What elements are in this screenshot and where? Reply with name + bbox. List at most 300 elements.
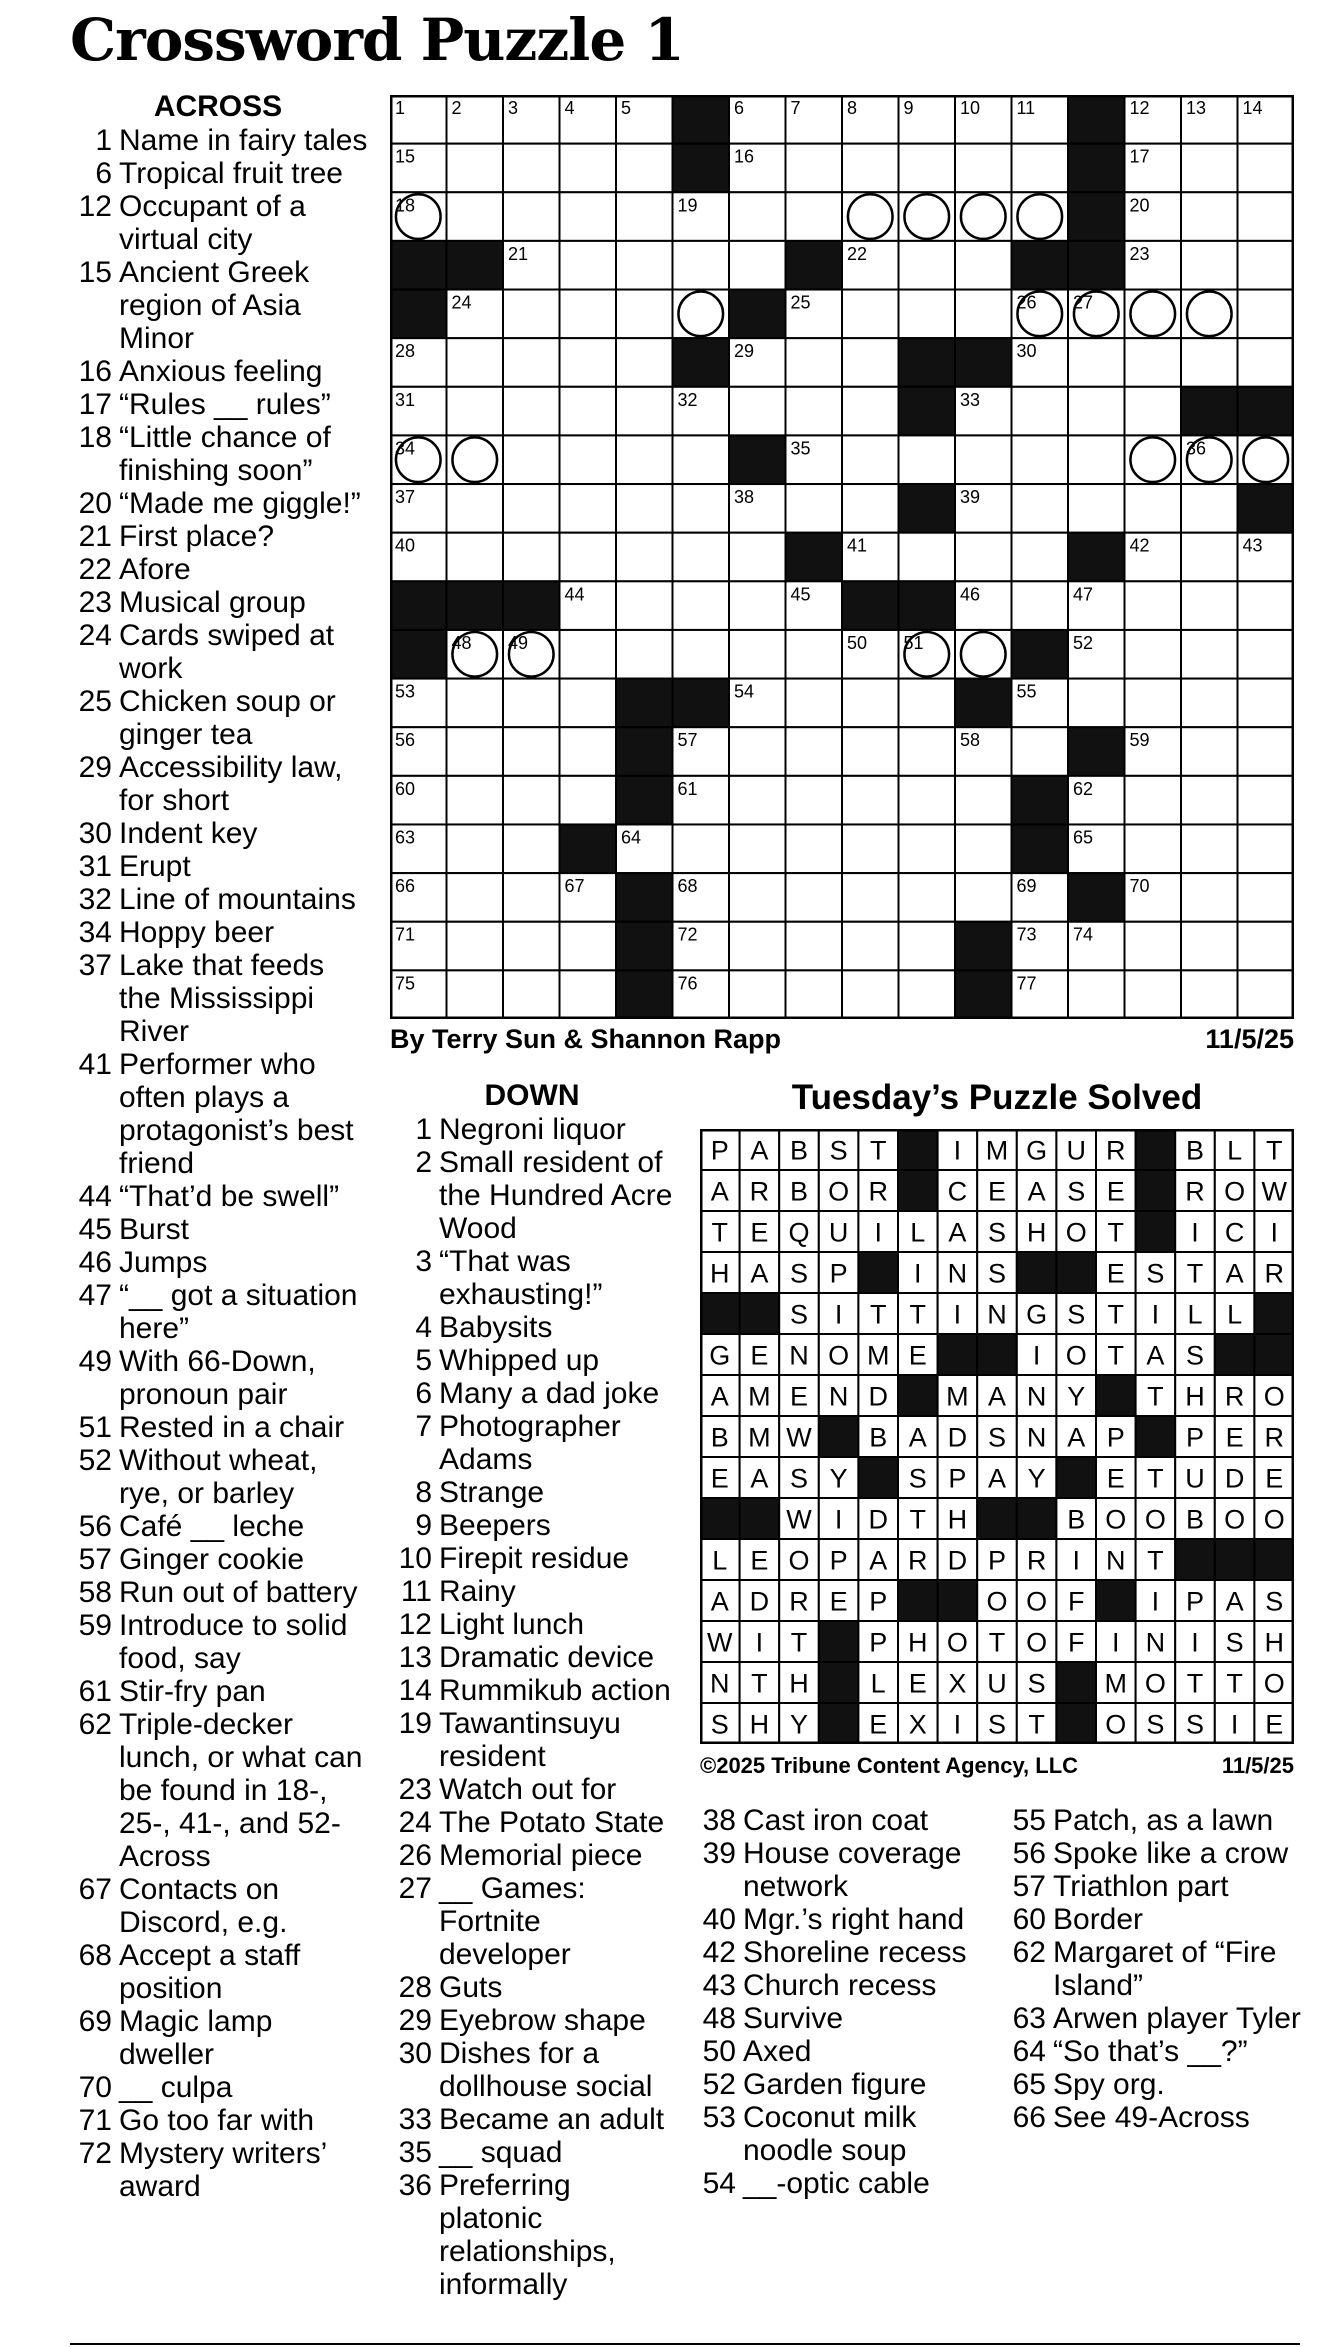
grid-cell[interactable]: [729, 338, 786, 387]
grid-cell[interactable]: [616, 338, 673, 387]
grid-cell[interactable]: [729, 776, 786, 825]
grid-cell[interactable]: [1238, 581, 1295, 630]
grid-cell[interactable]: [1012, 435, 1069, 484]
grid-cell[interactable]: [390, 873, 447, 922]
grid-cell[interactable]: [1068, 776, 1125, 825]
grid-cell[interactable]: [503, 290, 560, 339]
grid-cell[interactable]: [1238, 435, 1295, 484]
grid-cell[interactable]: [616, 533, 673, 582]
grid-cell[interactable]: [503, 241, 560, 290]
solved-cell: [1215, 1129, 1255, 1170]
grid-cell[interactable]: [1181, 873, 1238, 922]
grid-cell[interactable]: [955, 727, 1012, 776]
grid-cell[interactable]: [729, 970, 786, 1019]
grid-cell[interactable]: [616, 95, 673, 144]
grid-cell[interactable]: [390, 435, 447, 484]
grid-cell[interactable]: [390, 922, 447, 971]
grid-cell[interactable]: [616, 192, 673, 241]
grid-cell[interactable]: [842, 679, 899, 728]
clue: [68, 817, 368, 850]
grid-cell[interactable]: [899, 192, 956, 241]
grid-cell[interactable]: [1125, 727, 1182, 776]
grid-cell[interactable]: [786, 192, 843, 241]
solved-cell: [1096, 1416, 1136, 1457]
grid-cell[interactable]: [729, 679, 786, 728]
grid-cell[interactable]: [503, 192, 560, 241]
solved-letter: N: [828, 1381, 849, 1412]
grid-cell[interactable]: [1125, 970, 1182, 1019]
grid-cell[interactable]: [560, 873, 617, 922]
grid-cell[interactable]: [503, 824, 560, 873]
grid-cell[interactable]: [786, 581, 843, 630]
solved-letter: Y: [829, 1463, 848, 1494]
solved-letter: E: [908, 1668, 927, 1699]
grid-cell[interactable]: [1125, 533, 1182, 582]
grid-cell[interactable]: [729, 727, 786, 776]
grid-cell[interactable]: [503, 95, 560, 144]
grid-cell[interactable]: [390, 95, 447, 144]
crossword-grid[interactable]: [390, 95, 1294, 1019]
grid-cell[interactable]: [899, 241, 956, 290]
grid-cell[interactable]: [503, 338, 560, 387]
grid-cell[interactable]: [673, 290, 730, 339]
grid-cell[interactable]: [560, 679, 617, 728]
grid-cell[interactable]: [560, 192, 617, 241]
grid-cell[interactable]: [1012, 873, 1069, 922]
grid-cell[interactable]: [899, 144, 956, 193]
grid-cell[interactable]: [616, 581, 673, 630]
down-clues-continued-1: [692, 1804, 992, 2200]
grid-cell[interactable]: [447, 776, 504, 825]
grid-cell[interactable]: [729, 533, 786, 582]
grid-cell[interactable]: [842, 533, 899, 582]
grid-cell[interactable]: [786, 970, 843, 1019]
solved-cell: [977, 1457, 1017, 1498]
grid-cell[interactable]: [729, 630, 786, 679]
clue-text: Magic lamp dweller: [119, 2005, 273, 2071]
grid-cell[interactable]: [955, 776, 1012, 825]
clue-text: “That’d be swell”: [119, 1180, 340, 1213]
clue: [388, 1839, 676, 1872]
grid-cell[interactable]: [1125, 387, 1182, 436]
grid-cell[interactable]: [1238, 290, 1295, 339]
grid-cell[interactable]: [1068, 679, 1125, 728]
black-square: [1068, 727, 1125, 776]
grid-cell[interactable]: [1181, 970, 1238, 1019]
clue: [68, 2005, 368, 2071]
solved-cell: [1017, 1416, 1057, 1457]
solved-letter: E: [987, 1176, 1007, 1207]
grid-cell[interactable]: [1238, 533, 1295, 582]
solved-cell: [898, 1498, 938, 1539]
grid-cell[interactable]: [503, 144, 560, 193]
grid-cell[interactable]: [729, 95, 786, 144]
grid-cell[interactable]: [673, 922, 730, 971]
clue-number: 64: [1012, 2035, 1046, 2068]
grid-cell[interactable]: [390, 970, 447, 1019]
grid-cell[interactable]: [842, 970, 899, 1019]
grid-cell[interactable]: [673, 970, 730, 1019]
grid-cell[interactable]: [955, 824, 1012, 873]
grid-cell[interactable]: [447, 435, 504, 484]
grid-cell[interactable]: [390, 776, 447, 825]
grid-cell[interactable]: [673, 776, 730, 825]
clue: [68, 1279, 368, 1345]
grid-cell[interactable]: [447, 290, 504, 339]
grid-cell[interactable]: [955, 241, 1012, 290]
solved-cell: [700, 1703, 740, 1744]
grid-cell[interactable]: [390, 192, 447, 241]
grid-cell[interactable]: [560, 290, 617, 339]
grid-cell[interactable]: [503, 873, 560, 922]
grid-cell[interactable]: [1181, 679, 1238, 728]
grid-cell[interactable]: [1012, 581, 1069, 630]
grid-cell[interactable]: [1238, 192, 1295, 241]
grid-cell[interactable]: [1068, 630, 1125, 679]
grid-cell[interactable]: [447, 970, 504, 1019]
cell-number: 73: [1016, 924, 1037, 945]
grid-cell[interactable]: [560, 970, 617, 1019]
grid-cell[interactable]: [1068, 338, 1125, 387]
grid-cell[interactable]: [1181, 922, 1238, 971]
grid-cell[interactable]: [786, 776, 843, 825]
grid-cell[interactable]: [1238, 922, 1295, 971]
grid-cell[interactable]: [842, 922, 899, 971]
grid-cell[interactable]: [503, 387, 560, 436]
grid-cell[interactable]: [1125, 922, 1182, 971]
grid-cell[interactable]: [1181, 533, 1238, 582]
grid-cell[interactable]: [842, 727, 899, 776]
grid-cell[interactable]: [786, 484, 843, 533]
grid-cell[interactable]: [1238, 144, 1295, 193]
grid-cell[interactable]: [955, 192, 1012, 241]
grid-cell[interactable]: [1012, 290, 1069, 339]
grid-cell[interactable]: [447, 387, 504, 436]
grid-cell[interactable]: [503, 922, 560, 971]
cell-number: 26: [1016, 292, 1037, 313]
black-square: [390, 241, 447, 290]
grid-cell[interactable]: [1181, 95, 1238, 144]
grid-cell[interactable]: [955, 144, 1012, 193]
grid-cell[interactable]: [842, 144, 899, 193]
grid-cell[interactable]: [1181, 484, 1238, 533]
grid-cell[interactable]: [447, 533, 504, 582]
grid-cell[interactable]: [1125, 338, 1182, 387]
grid-cell[interactable]: [390, 533, 447, 582]
grid-cell[interactable]: [842, 435, 899, 484]
grid-cell[interactable]: [560, 776, 617, 825]
grid-cell[interactable]: [560, 95, 617, 144]
grid-cell[interactable]: [899, 290, 956, 339]
grid-cell[interactable]: [1068, 922, 1125, 971]
grid-cell[interactable]: [1012, 727, 1069, 776]
grid-cell[interactable]: [842, 95, 899, 144]
grid-cell[interactable]: [447, 144, 504, 193]
grid-cell[interactable]: [560, 533, 617, 582]
grid-cell[interactable]: [1238, 679, 1295, 728]
grid-cell[interactable]: [842, 873, 899, 922]
grid-cell[interactable]: [616, 144, 673, 193]
grid-cell[interactable]: [560, 581, 617, 630]
grid-cell[interactable]: [616, 387, 673, 436]
grid-cell[interactable]: [729, 387, 786, 436]
grid-cell[interactable]: [1238, 727, 1295, 776]
grid-cell[interactable]: [1125, 630, 1182, 679]
grid-cell[interactable]: [1125, 192, 1182, 241]
grid-cell[interactable]: [899, 679, 956, 728]
grid-cell[interactable]: [1068, 970, 1125, 1019]
grid-cell[interactable]: [390, 484, 447, 533]
grid-cell[interactable]: [1012, 95, 1069, 144]
grid-cell[interactable]: [729, 192, 786, 241]
cell-number: 10: [960, 98, 981, 118]
solved-letter: E: [1265, 1709, 1284, 1740]
grid-cell[interactable]: [955, 533, 1012, 582]
grid-cell[interactable]: [560, 727, 617, 776]
grid-cell[interactable]: [786, 338, 843, 387]
grid-cell[interactable]: [786, 95, 843, 144]
solved-letter: S: [1225, 1627, 1244, 1658]
grid-cell[interactable]: [729, 922, 786, 971]
grid-cell[interactable]: [1181, 776, 1238, 825]
solved-cell: [1056, 1621, 1096, 1662]
grid-cell[interactable]: [1012, 144, 1069, 193]
grid-cell[interactable]: [1125, 290, 1182, 339]
clue: [68, 1675, 368, 1708]
grid-cell[interactable]: [447, 873, 504, 922]
grid-cell[interactable]: [673, 630, 730, 679]
grid-cell[interactable]: [1125, 95, 1182, 144]
grid-cell[interactable]: [842, 776, 899, 825]
grid-cell[interactable]: [503, 533, 560, 582]
grid-cell[interactable]: [899, 533, 956, 582]
grid-cell[interactable]: [1012, 922, 1069, 971]
clue: [68, 1213, 368, 1246]
grid-cell[interactable]: [1181, 241, 1238, 290]
grid-cell[interactable]: [786, 630, 843, 679]
grid-cell[interactable]: [899, 873, 956, 922]
grid-cell[interactable]: [447, 338, 504, 387]
grid-cell[interactable]: [1238, 241, 1295, 290]
grid-cell[interactable]: [842, 241, 899, 290]
grid-cell[interactable]: [1181, 144, 1238, 193]
grid-cell[interactable]: [673, 435, 730, 484]
grid-cell[interactable]: [786, 679, 843, 728]
grid-cell[interactable]: [842, 290, 899, 339]
grid-cell[interactable]: [503, 970, 560, 1019]
grid-cell[interactable]: [1068, 484, 1125, 533]
grid-cell[interactable]: [447, 630, 504, 679]
grid-cell[interactable]: [673, 241, 730, 290]
grid-cell[interactable]: [673, 581, 730, 630]
clue-text: Axed: [743, 2035, 812, 2068]
clue-text: Rummikub action: [439, 1674, 671, 1707]
grid-cell[interactable]: [1012, 192, 1069, 241]
grid-cell[interactable]: [560, 922, 617, 971]
grid-cell[interactable]: [673, 192, 730, 241]
grid-cell[interactable]: [1238, 776, 1295, 825]
grid-cell[interactable]: [503, 727, 560, 776]
grid-cell[interactable]: [899, 922, 956, 971]
clue-number: 4: [415, 1311, 432, 1344]
grid-cell[interactable]: [390, 679, 447, 728]
grid-cell[interactable]: [955, 387, 1012, 436]
grid-cell[interactable]: [1012, 387, 1069, 436]
grid-cell[interactable]: [616, 241, 673, 290]
grid-cell[interactable]: [786, 873, 843, 922]
grid-cell[interactable]: [729, 484, 786, 533]
grid-cell[interactable]: [503, 776, 560, 825]
clue-number: 43: [702, 1969, 736, 2002]
grid-cell[interactable]: [899, 95, 956, 144]
grid-cell[interactable]: [447, 192, 504, 241]
solved-cell: [1136, 1293, 1176, 1334]
grid-cell[interactable]: [1125, 581, 1182, 630]
grid-cell[interactable]: [503, 435, 560, 484]
grid-cell[interactable]: [1125, 144, 1182, 193]
grid-cell[interactable]: [1125, 873, 1182, 922]
grid-cell[interactable]: [616, 484, 673, 533]
cell-number: 53: [395, 681, 416, 702]
grid-cell[interactable]: [673, 873, 730, 922]
grid-cell[interactable]: [1125, 435, 1182, 484]
clue-number: 17: [78, 388, 112, 421]
grid-cell[interactable]: [1181, 290, 1238, 339]
grid-cell[interactable]: [1181, 581, 1238, 630]
grid-cell[interactable]: [729, 144, 786, 193]
grid-cell[interactable]: [390, 144, 447, 193]
grid-cell[interactable]: [1181, 727, 1238, 776]
grid-cell[interactable]: [899, 727, 956, 776]
grid-cell[interactable]: [560, 630, 617, 679]
grid-cell[interactable]: [673, 387, 730, 436]
grid-cell[interactable]: [1181, 435, 1238, 484]
grid-cell[interactable]: [560, 338, 617, 387]
solved-letter: T: [1147, 1463, 1164, 1494]
grid-cell[interactable]: [390, 727, 447, 776]
grid-cell[interactable]: [842, 338, 899, 387]
grid-cell[interactable]: [899, 435, 956, 484]
grid-cell[interactable]: [1125, 484, 1182, 533]
solved-black-square: [1136, 1416, 1176, 1457]
grid-cell[interactable]: [447, 95, 504, 144]
grid-cell[interactable]: [1068, 435, 1125, 484]
clue-text: Watch out for: [439, 1773, 617, 1806]
grid-cell[interactable]: [673, 484, 730, 533]
grid-cell[interactable]: [673, 727, 730, 776]
grid-cell[interactable]: [1181, 338, 1238, 387]
grid-cell[interactable]: [390, 387, 447, 436]
grid-cell[interactable]: [503, 484, 560, 533]
grid-cell[interactable]: [955, 630, 1012, 679]
grid-cell[interactable]: [955, 873, 1012, 922]
grid-cell[interactable]: [842, 824, 899, 873]
grid-cell[interactable]: [1238, 630, 1295, 679]
grid-cell[interactable]: [616, 290, 673, 339]
grid-cell[interactable]: [1012, 679, 1069, 728]
grid-cell[interactable]: [447, 922, 504, 971]
grid-cell[interactable]: [1238, 95, 1295, 144]
grid-cell[interactable]: [560, 144, 617, 193]
grid-cell[interactable]: [1012, 338, 1069, 387]
grid-cell[interactable]: [1181, 630, 1238, 679]
grid-cell[interactable]: [729, 241, 786, 290]
grid-cell[interactable]: [1238, 824, 1295, 873]
grid-cell[interactable]: [786, 922, 843, 971]
grid-cell[interactable]: [1125, 824, 1182, 873]
grid-cell[interactable]: [447, 484, 504, 533]
grid-cell[interactable]: [1068, 581, 1125, 630]
grid-cell[interactable]: [560, 387, 617, 436]
grid-cell[interactable]: [1238, 970, 1295, 1019]
grid-cell[interactable]: [447, 679, 504, 728]
grid-cell[interactable]: [786, 387, 843, 436]
grid-cell[interactable]: [447, 824, 504, 873]
grid-cell[interactable]: [560, 435, 617, 484]
grid-cell[interactable]: [955, 290, 1012, 339]
grid-cell[interactable]: [842, 630, 899, 679]
grid-cell[interactable]: [899, 824, 956, 873]
grid-cell[interactable]: [560, 241, 617, 290]
grid-cell[interactable]: [673, 533, 730, 582]
grid-cell[interactable]: [1012, 970, 1069, 1019]
grid-cell[interactable]: [955, 435, 1012, 484]
grid-cell[interactable]: [1125, 776, 1182, 825]
grid-cell[interactable]: [616, 435, 673, 484]
grid-cell[interactable]: [1181, 824, 1238, 873]
grid-cell[interactable]: [842, 387, 899, 436]
grid-cell[interactable]: [786, 290, 843, 339]
grid-cell[interactable]: [786, 727, 843, 776]
grid-cell[interactable]: [842, 192, 899, 241]
grid-cell[interactable]: [560, 484, 617, 533]
grid-cell[interactable]: [842, 484, 899, 533]
solved-cell: [1215, 1211, 1255, 1252]
grid-cell[interactable]: [673, 824, 730, 873]
grid-cell[interactable]: [390, 824, 447, 873]
grid-cell[interactable]: [955, 484, 1012, 533]
grid-cell[interactable]: [1238, 873, 1295, 922]
grid-cell[interactable]: [786, 144, 843, 193]
grid-cell[interactable]: [955, 581, 1012, 630]
grid-cell[interactable]: [1068, 290, 1125, 339]
solved-cell: [700, 1662, 740, 1703]
grid-cell[interactable]: [729, 581, 786, 630]
grid-cell[interactable]: [899, 776, 956, 825]
grid-cell[interactable]: [1181, 192, 1238, 241]
grid-cell[interactable]: [1012, 533, 1069, 582]
grid-cell[interactable]: [390, 338, 447, 387]
grid-cell[interactable]: [1125, 679, 1182, 728]
grid-cell[interactable]: [1238, 338, 1295, 387]
grid-cell[interactable]: [786, 824, 843, 873]
grid-cell[interactable]: [729, 824, 786, 873]
grid-cell[interactable]: [616, 824, 673, 873]
grid-cell[interactable]: [503, 630, 560, 679]
grid-cell[interactable]: [1125, 241, 1182, 290]
grid-cell[interactable]: [955, 95, 1012, 144]
grid-cell[interactable]: [503, 679, 560, 728]
grid-cell[interactable]: [899, 630, 956, 679]
grid-cell[interactable]: [447, 727, 504, 776]
grid-cell[interactable]: [786, 435, 843, 484]
grid-cell[interactable]: [729, 873, 786, 922]
grid-cell[interactable]: [899, 970, 956, 1019]
grid-cell[interactable]: [616, 630, 673, 679]
grid-cell[interactable]: [1068, 824, 1125, 873]
grid-cell[interactable]: [1012, 484, 1069, 533]
grid-cell[interactable]: [1068, 387, 1125, 436]
